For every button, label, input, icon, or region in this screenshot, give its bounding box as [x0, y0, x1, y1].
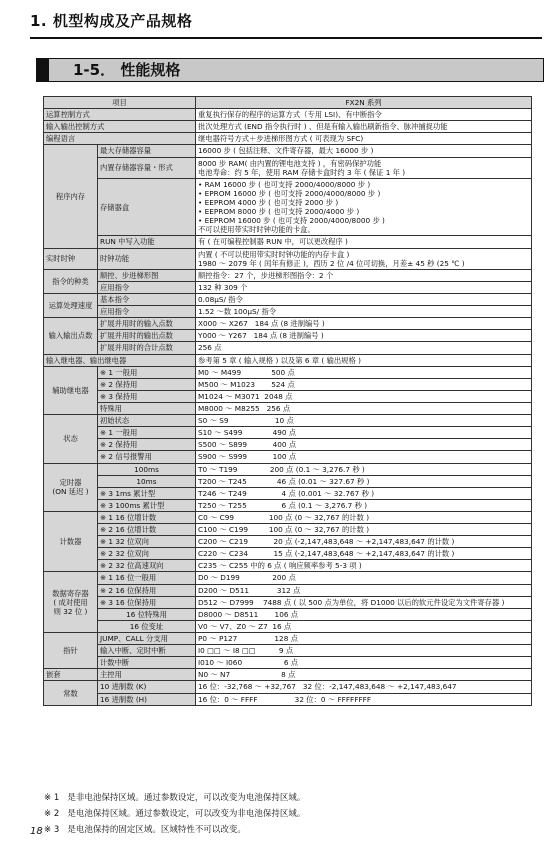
value-line: S500 ～ S899 400 点 [198, 440, 297, 450]
row-category: 嵌套 [44, 669, 98, 681]
table-row [44, 378, 532, 390]
row-value [196, 439, 532, 451]
row-subitem: ※ 2 保持用 [98, 378, 196, 390]
value-line: D8000 ～ D8511 106 点 [198, 609, 299, 619]
value-line: 0.08μS/ 指令 [198, 294, 243, 304]
row-value [196, 415, 532, 427]
value-line: T200 ～ T245 46 点 (0.01 ～ 327.67 秒 ) [198, 476, 370, 486]
value-line: X000 ～ X267 184 点 (8 进制编号 ) [198, 319, 325, 329]
row-value [196, 318, 532, 330]
value-line: 8000 步 RAM( 由内置的锂电池支持 ) ，有密码保护功能 [198, 158, 382, 168]
value-line: V0 ～ V7、Z0 ～ Z7 16 点 [198, 621, 292, 631]
row-value [196, 109, 532, 121]
value-line: M1024 ～ M3071 2048 点 [198, 391, 293, 401]
row-subitem: 初始状态 [98, 415, 196, 427]
table-row [44, 427, 532, 439]
row-category: 常数 [44, 681, 98, 705]
row-subitem: 16 进制数 (H) [98, 693, 196, 705]
value-line: 电池寿命：约 5 年，使用 RAM 存储卡盒时约 3 年 ( 保证 1 年 ) [198, 167, 406, 177]
row-subitem: ※ 2 32 位双向 [98, 548, 196, 560]
row-subitem: ※ 1 16 位增计数 [98, 511, 196, 523]
value-line: I0 □□ ～ I8 □□ 9 点 [198, 646, 294, 656]
table-row [44, 121, 532, 133]
section-marker [37, 59, 49, 81]
value-line: • EEPROM 16000 步 ( 也可支持 2000/4000/8000 步 ) [198, 216, 385, 226]
row-category: 计数器 [44, 511, 98, 572]
value-line: 内置 ( 不可以使用带实时时钟功能的内存卡盒 ) [198, 249, 350, 259]
section-header-bar [36, 58, 544, 82]
row-category: 编程语言 [44, 133, 196, 145]
table-row [44, 487, 532, 499]
table-row [44, 572, 532, 584]
value-line: S10 ～ S499 490 点 [198, 428, 297, 438]
table-row [44, 645, 532, 657]
value-line: C100 ～ C199 100 点 (0 ～ 32,767 的计数 ) [198, 525, 370, 535]
row-subitem: ※ 2 16 位保持用 [98, 584, 196, 596]
row-subitem: 时钟功能 [98, 248, 196, 269]
value-line: C200 ～ C219 20 点 (-2,147,483,648 ～ +2,147,483,647 的计数 ) [198, 537, 455, 547]
row-category: 运算处理速度 [44, 293, 98, 317]
row-subitem: ※ 2 16 位增计数 [98, 524, 196, 536]
chapter-title: 1. 机型构成及产品规格 [30, 12, 193, 30]
value-line: 16 位：-32,768 ～ +32,767 32 位：-2,147,483,648 ～ +2,147,483,647 [198, 682, 457, 692]
value-line: D200 ～ D511 312 点 [198, 585, 301, 595]
value-line: 有 ( 在可编程控制器 RUN 中，可以更改程序 ) [198, 237, 348, 247]
value-line: 256 点 [198, 343, 222, 353]
row-subitem: ※ 2 32 位高速双向 [98, 560, 196, 572]
row-value [196, 548, 532, 560]
value-line: Y000 ～ Y267 184 点 (8 进制编号 ) [198, 331, 324, 341]
row-value [196, 178, 532, 236]
table-row [44, 157, 532, 178]
table-row [44, 439, 532, 451]
row-subitem: 计数中断 [98, 657, 196, 669]
table-row [44, 236, 532, 248]
row-subitem: ※ 1 16 位一般用 [98, 572, 196, 584]
page-number: 18 [30, 826, 43, 837]
row-value [196, 281, 532, 293]
row-subitem: 16 位特殊用 [98, 608, 196, 620]
table-row [44, 560, 532, 572]
value-line: 批次处理方式 (END 指令执行时 ) 、但是有输入输出刷新指令、脉冲捕捉功能 [198, 122, 448, 132]
row-value [196, 633, 532, 645]
row-category: 输入输出点数 [44, 318, 98, 354]
row-value [196, 354, 532, 366]
footnote: ※ 3 是电池保持的固定区域。区域特性不可以改变。 [44, 825, 246, 835]
row-subitem: 存储器盒 [98, 178, 196, 236]
table-row [44, 133, 532, 145]
row-value [196, 451, 532, 463]
row-subitem: JUMP、CALL 分支用 [98, 633, 196, 645]
row-subitem: 基本指令 [98, 293, 196, 305]
row-subitem: 10 进制数 (K) [98, 681, 196, 693]
table-row [44, 511, 532, 523]
table-row [44, 693, 532, 705]
footnote: ※ 2 是电池保持区域。通过参数设定，可以改变为非电池保持区域。 [44, 809, 306, 819]
row-subitem: 最大存储器容量 [98, 145, 196, 157]
row-value [196, 620, 532, 632]
row-subitem: ※ 2 保持用 [98, 439, 196, 451]
row-subitem: ※ 3 保持用 [98, 390, 196, 402]
table-row [44, 669, 532, 681]
value-line: I010 ～ I060 6 点 [198, 658, 299, 668]
row-value [196, 511, 532, 523]
table-row [44, 633, 532, 645]
row-subitem: ※ 3 1ms 累计型 [98, 487, 196, 499]
table-row [44, 145, 532, 157]
table-row [44, 415, 532, 427]
row-subitem: 应用指令 [98, 306, 196, 318]
row-value [196, 366, 532, 378]
row-value [196, 669, 532, 681]
table-row [44, 269, 532, 281]
table-row [44, 293, 532, 305]
row-value [196, 390, 532, 402]
table-row [44, 318, 532, 330]
table-row [44, 596, 532, 608]
value-line: 1980 ～ 2079 年 ( 闰年有修正 )，西历 2 位 /4 位可切换，月差± 45 秒 (25 ℃ ) [198, 258, 465, 268]
row-value [196, 657, 532, 669]
table-row [44, 499, 532, 511]
value-line: C235 ～ C255 中的 6 点 ( 响应频率参考 5-3 项 ) [198, 561, 362, 571]
value-line: 不可以使用带实时时钟功能的卡盒。 [198, 225, 315, 235]
value-line: S900 ～ S999 100 点 [198, 452, 297, 462]
table-row [44, 524, 532, 536]
value-line: • EEPROM 8000 步 ( 也可支持 2000/4000 步 ) [198, 207, 360, 217]
row-value [196, 596, 532, 608]
row-subitem: RUN 中写入功能 [98, 236, 196, 248]
value-line: • EEPROM 4000 步 ( 也可支持 2000 步 ) [198, 197, 339, 207]
value-line: N0 ～ N7 8 点 [198, 670, 296, 680]
table-row [44, 390, 532, 402]
table-row [44, 475, 532, 487]
value-line: S0 ～ S9 10 点 [198, 416, 294, 426]
table-row [44, 178, 532, 236]
value-line: 16 位：0 ～ FFFF 32 位：0 ～ FFFFFFFF [198, 694, 372, 704]
table-row [44, 281, 532, 293]
footnotes [44, 790, 305, 838]
row-subitem: 16 位变址 [98, 620, 196, 632]
value-line: C0 ～ C99 100 点 (0 ～ 32,767 的计数 ) [198, 512, 370, 522]
row-value [196, 572, 532, 584]
value-line: • EPROM 16000 步 ( 也可支持 2000/4000/8000 步 ) [198, 188, 381, 198]
row-subitem: ※ 3 100ms 累计型 [98, 499, 196, 511]
footnote: ※ 1 是非电池保持区域。通过参数设定，可以改变为电池保持区域。 [44, 793, 306, 803]
row-value [196, 645, 532, 657]
value-line: D0 ～ D199 200 点 [198, 573, 296, 583]
table-row [44, 681, 532, 693]
row-value [196, 157, 532, 178]
row-subitem: 100ms [98, 463, 196, 475]
header-series: FX2N 系列 [196, 97, 532, 109]
row-category: 数据寄存器 ( 成对使用 则 32 位 ) [44, 572, 98, 633]
value-line: T250 ～ T255 6 点 (0.1 ～ 3,276.7 秒 ) [198, 500, 368, 510]
value-line: 顺控指令：27 个，步进梯形图指令：2 个 [198, 270, 334, 280]
table-row [44, 548, 532, 560]
table-row [44, 608, 532, 620]
row-value [196, 402, 532, 414]
row-value [196, 560, 532, 572]
row-value [196, 306, 532, 318]
value-line: C220 ～ C234 15 点 (-2,147,483,648 ～ +2,147,483,647 的计数 ) [198, 549, 455, 559]
row-value [196, 487, 532, 499]
row-value [196, 133, 532, 145]
row-category: 定时器 (ON 延迟 ) [44, 463, 98, 511]
value-line: 继电器符号方式＋步进梯形图方式 ( 可表现为 SFC) [198, 134, 364, 144]
row-subitem: 扩展并用时的合计点数 [98, 342, 196, 354]
row-value [196, 693, 532, 705]
value-line: 重复执行保存的程序的运算方式（专用 LSI)、有中断指令 [198, 110, 382, 120]
table-row [44, 248, 532, 269]
table-row [44, 657, 532, 669]
value-line: T0 ～ T199 200 点 (0.1 ～ 3,276.7 秒 ) [198, 464, 365, 474]
table-row [44, 342, 532, 354]
row-subitem: 扩展并用时的输出点数 [98, 330, 196, 342]
table-row [44, 463, 532, 475]
table-row [44, 306, 532, 318]
table-row [44, 402, 532, 414]
row-value [196, 681, 532, 693]
table-row [44, 451, 532, 463]
table-row [44, 620, 532, 632]
row-subitem: 输入中断、定时中断 [98, 645, 196, 657]
row-value [196, 236, 532, 248]
row-subitem: 特殊用 [98, 402, 196, 414]
row-category: 输入继电器、输出继电器 [44, 354, 196, 366]
table-row [44, 109, 532, 121]
row-subitem: 内置存储器容量・形式 [98, 157, 196, 178]
row-value [196, 378, 532, 390]
value-line: • RAM 16000 步 ( 也可支持 2000/4000/8000 步 ) [198, 179, 371, 189]
row-value [196, 584, 532, 596]
row-category: 实时时钟 [44, 248, 98, 269]
value-line: 1.52 ～数 100μS/ 指令 [198, 307, 277, 317]
row-value [196, 475, 532, 487]
row-subitem: ※ 1 一般用 [98, 366, 196, 378]
row-category: 运算控制方式 [44, 109, 196, 121]
row-category: 状态 [44, 415, 98, 463]
row-category: 输入输出控制方式 [44, 121, 196, 133]
table-row [44, 366, 532, 378]
row-value [196, 145, 532, 157]
row-value [196, 342, 532, 354]
row-subitem: 主控用 [98, 669, 196, 681]
row-subitem: 10ms [98, 475, 196, 487]
row-subitem: ※ 1 32 位双向 [98, 536, 196, 548]
row-value [196, 330, 532, 342]
row-category: 指针 [44, 633, 98, 669]
row-value [196, 499, 532, 511]
row-value [196, 608, 532, 620]
row-subitem: 顺控、步进梯形图 [98, 269, 196, 281]
value-line: M500 ～ M1023 524 点 [198, 379, 295, 389]
row-value [196, 248, 532, 269]
row-value [196, 427, 532, 439]
table-row [44, 354, 532, 366]
table-row [44, 330, 532, 342]
row-value [196, 269, 532, 281]
chapter-divider [30, 37, 542, 39]
value-line: 参考第 5 章 ( 输入规格 ) 以及第 6 章 ( 输出规格 ) [198, 355, 361, 365]
row-subitem: ※ 3 16 位保持用 [98, 596, 196, 608]
value-line: M8000 ～ M8255 256 点 [198, 403, 291, 413]
row-category: 指令的种类 [44, 269, 98, 293]
value-line: 16000 步 ( 包括注释、文件寄存器，最大 16000 步 ) [198, 146, 374, 156]
row-value [196, 524, 532, 536]
value-line: T246 ～ T249 4 点 (0.001 ～ 32.767 秒 ) [198, 488, 375, 498]
row-subitem: ※ 1 一般用 [98, 427, 196, 439]
section-title: 1-5． 性能规格 [73, 61, 181, 79]
row-category: 程序内存 [44, 145, 98, 248]
value-line: P0 ～ P127 128 点 [198, 634, 298, 644]
row-value [196, 293, 532, 305]
table-row [44, 584, 532, 596]
header-item: 项目 [44, 97, 196, 109]
value-line: 132 种 309 个 [198, 282, 248, 292]
row-value [196, 121, 532, 133]
row-category: 辅助继电器 [44, 366, 98, 414]
performance-spec-table [43, 96, 532, 706]
row-value [196, 536, 532, 548]
value-line: D512 ～ D7999 7488 点 ( 以 500 点为单位，将 D1000 以后的软元件设定为文件寄存器 ) [198, 597, 505, 607]
row-value [196, 463, 532, 475]
value-line: M0 ～ M499 500 点 [198, 367, 295, 377]
row-subitem: 扩展并用时的输入点数 [98, 318, 196, 330]
row-subitem: ※ 2 信号报警用 [98, 451, 196, 463]
table-row [44, 536, 532, 548]
row-subitem: 应用指令 [98, 281, 196, 293]
